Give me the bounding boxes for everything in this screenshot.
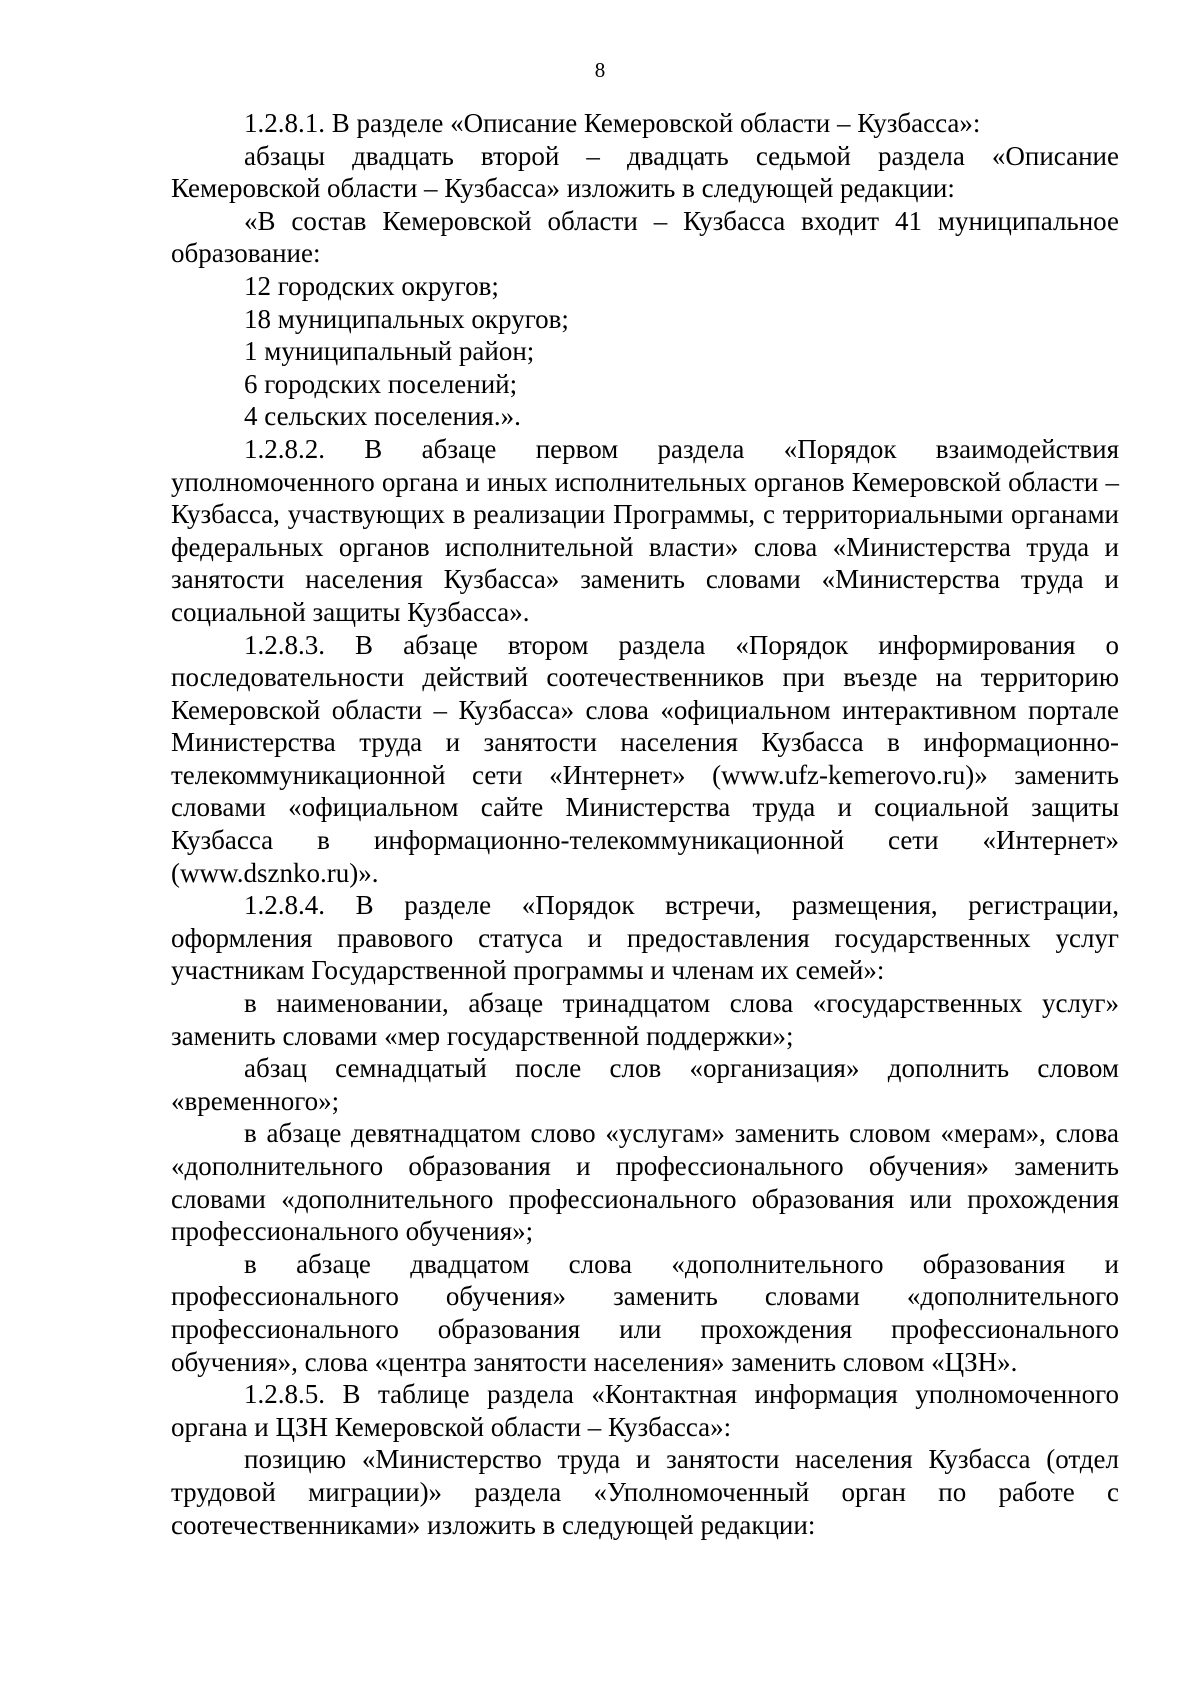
paragraph-nineteenth-amendment: в абзаце девятнадцатом слово «услугам» заменить словом «мерам», слова «дополнительного образования и профессионального обучения» заменить словами «дополнительного профессионального образования или прохождения профессионального обучения»; — [171, 1118, 1119, 1247]
paragraph-1-2-8-1: 1.2.8.1. В разделе «Описание Кемеровской области – Кузбасса»: — [244, 108, 981, 138]
paragraph-ministry-position: позицию «Министерство труда и занятости населения Кузбасса (отдел трудовой миграции)» раздела «Уполномоченный орган по работе с соотечественниками» изложить в следующей редакции: — [171, 1444, 1119, 1540]
document-body — [171, 107, 1119, 1541]
list-item-rural-settlements: 4 сельских поселения.». — [244, 401, 521, 432]
list-item-municipal-region: 1 муниципальный район; — [244, 336, 535, 367]
paragraph-section-description: абзацы двадцать второй – двадцать седьмой раздела «Описание Кемеровской области – Кузбасса» изложить в следующей редакции: — [171, 140, 1119, 204]
page-number: 8 — [594, 58, 606, 82]
paragraph-seventeenth-amendment: абзац семнадцатый после слов «организация» дополнить словом «временного»; — [171, 1053, 1119, 1116]
paragraph-municipal-composition: «В состав Кемеровской области – Кузбасса входит 41 муниципальное образование: — [171, 205, 1119, 269]
paragraph-title-amendment: в наименовании, абзаце тринадцатом слова «государственных услуг» заменить словами «мер государственной поддержки»; — [171, 988, 1119, 1051]
paragraph-1-2-8-3: 1.2.8.3. В абзаце втором раздела «Порядок информирования о последовательности действий соотечественников при въезде на территорию Кемеровской области – Кузбасса» слова «официальном интерактивном портале Министерства труда и занятости населения Кузбасса в информационно-телекоммуникационной сети «Интернет» (www.ufz-kemerovo.ru)» заменить словами «официальном сайте Министерства труда и социальной защиты Кузбасса в информационно-телекоммуникационной сети «Интернет» (www.dsznko.ru)». — [171, 629, 1119, 888]
list-item-municipal-districts: 18 муниципальных округов; — [244, 303, 569, 334]
paragraph-1-2-8-4: 1.2.8.4. В разделе «Порядок встречи, размещения, регистрации, оформления правового статуса и предоставления государственных услуг участникам Государственной программы и членам их семей»: — [171, 890, 1119, 986]
paragraph-1-2-8-2: 1.2.8.2. В абзаце первом раздела «Порядок взаимодействия уполномоченного органа и иных исполнительных органов Кемеровской области – Кузбасса, участвующих в реализации Программы, с территориальными органами федеральных органов исполнительной власти» слова «Министерства труда и занятости населения Кузбасса» заменить словами «Министерства труда и социальной защиты Кузбасса». — [171, 433, 1119, 627]
paragraph-1-2-8-5: 1.2.8.5. В таблице раздела «Контактная информация уполномоченного органа и ЦЗН Кемеровской области – Кузбасса»: — [171, 1379, 1119, 1442]
list-item-urban-settlements: 6 городских поселений; — [244, 368, 518, 399]
paragraph-twentieth-amendment: в абзаце двадцатом слова «дополнительного образования и профессионального обучения» заменить словами «дополнительного профессионального образования или прохождения профессионального обучения», слова «центра занятости населения» заменить словом «ЦЗН». — [171, 1248, 1119, 1377]
list-item-urban-districts: 12 городских округов; — [244, 270, 499, 301]
